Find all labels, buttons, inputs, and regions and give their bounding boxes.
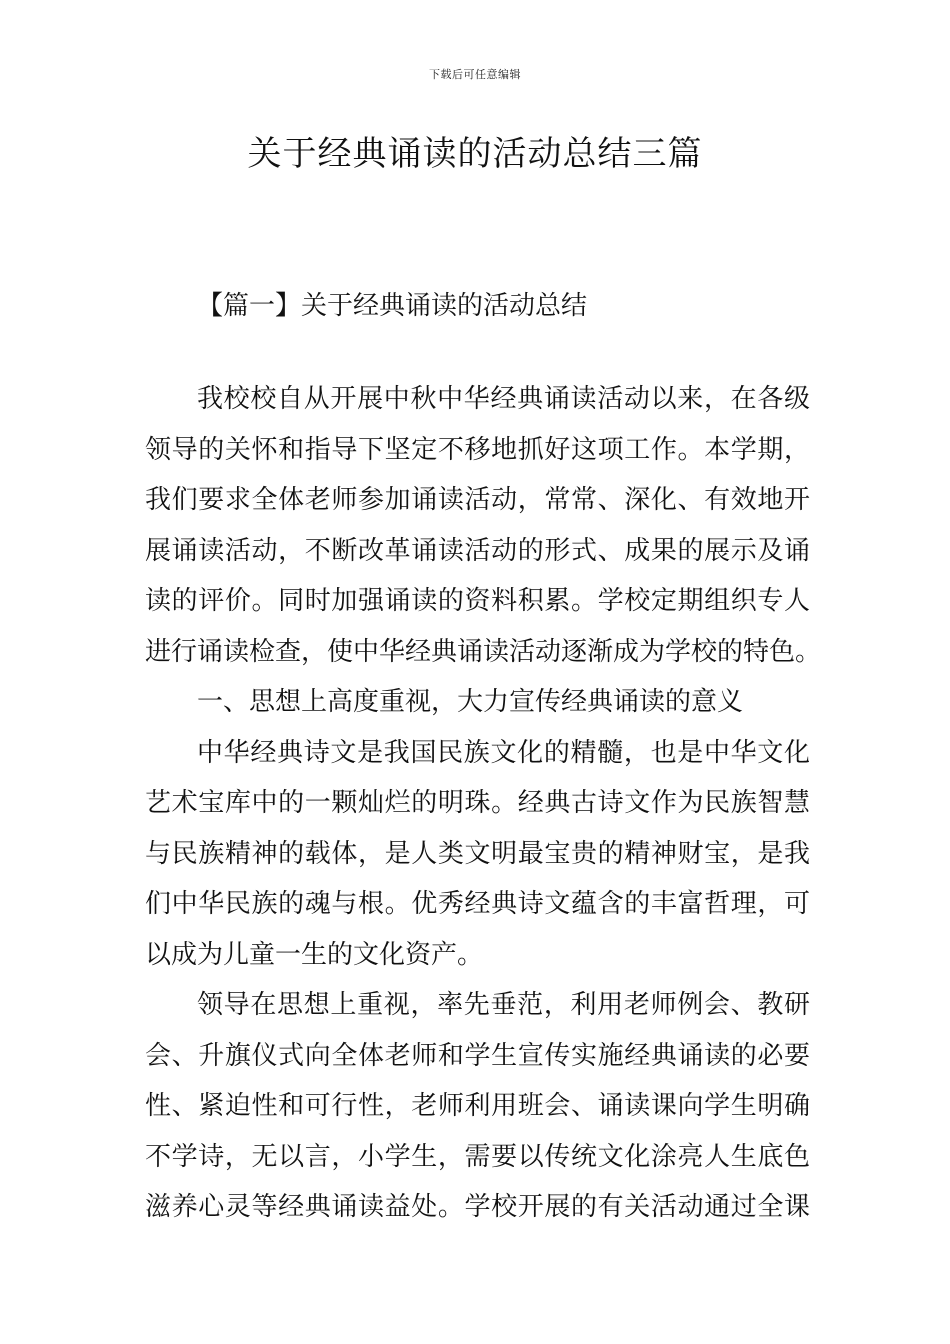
text-line: 展诵读活动，不断改革诵读活动的形式、成果的展示及诵 — [145, 535, 810, 566]
section-heading: 【篇一】关于经典诵读的活动总结 — [197, 291, 588, 321]
body-text — [145, 377, 822, 1236]
text-line: 一、思想上高度重视，大力宣传经典诵读的意义 — [197, 687, 744, 717]
text-line: 读的评价。同时加强诵读的资料积累。学校定期组织专人 — [145, 586, 810, 616]
text-line: 以成为儿童一生的文化资产。 — [145, 939, 484, 970]
text-line: 会、升旗仪式向全体老师和学生宣传实施经典诵读的必要 — [145, 1040, 810, 1071]
text-line: 艺术宝库中的一颗灿烂的明珠。经典古诗文作为民族智慧 — [145, 788, 810, 818]
text-line: 我们要求全体老师参加诵读活动，常常、深化、有效地开 — [145, 485, 810, 515]
text-line: 领导在思想上重视，率先垂范，利用老师例会、教研 — [197, 990, 810, 1020]
text-line: 我校校自从开展中秋中华经典诵读活动以来，在各级 — [197, 384, 810, 414]
text-line: 性、紧迫性和可行性，老师利用班会、诵读课向学生明确 — [145, 1091, 810, 1121]
text-line: 与民族精神的载体，是人类文明最宝贵的精神财宝，是我 — [145, 838, 810, 869]
text-line: 中华经典诗文是我国民族文化的精髓，也是中华文化 — [197, 737, 810, 768]
text-line: 进行诵读检查，使中华经典诵读活动逐渐成为学校的特色。 — [145, 636, 822, 667]
text-line: 不学诗，无以言，小学生，需要以传统文化涂亮人生底色 — [145, 1141, 810, 1172]
text-line: 领导的关怀和指导下坚定不移地抓好这项工作。本学期， — [145, 434, 810, 465]
header-note: 下载后可任意编辑 — [429, 68, 521, 81]
document-title: 关于经典诵读的活动总结三篇 — [247, 134, 703, 174]
text-line: 滋养心灵等经典诵读益处。学校开展的有关活动通过全课 — [145, 1192, 810, 1222]
text-line: 们中华民族的魂与根。优秀经典诗文蕴含的丰富哲理，可 — [145, 889, 810, 919]
